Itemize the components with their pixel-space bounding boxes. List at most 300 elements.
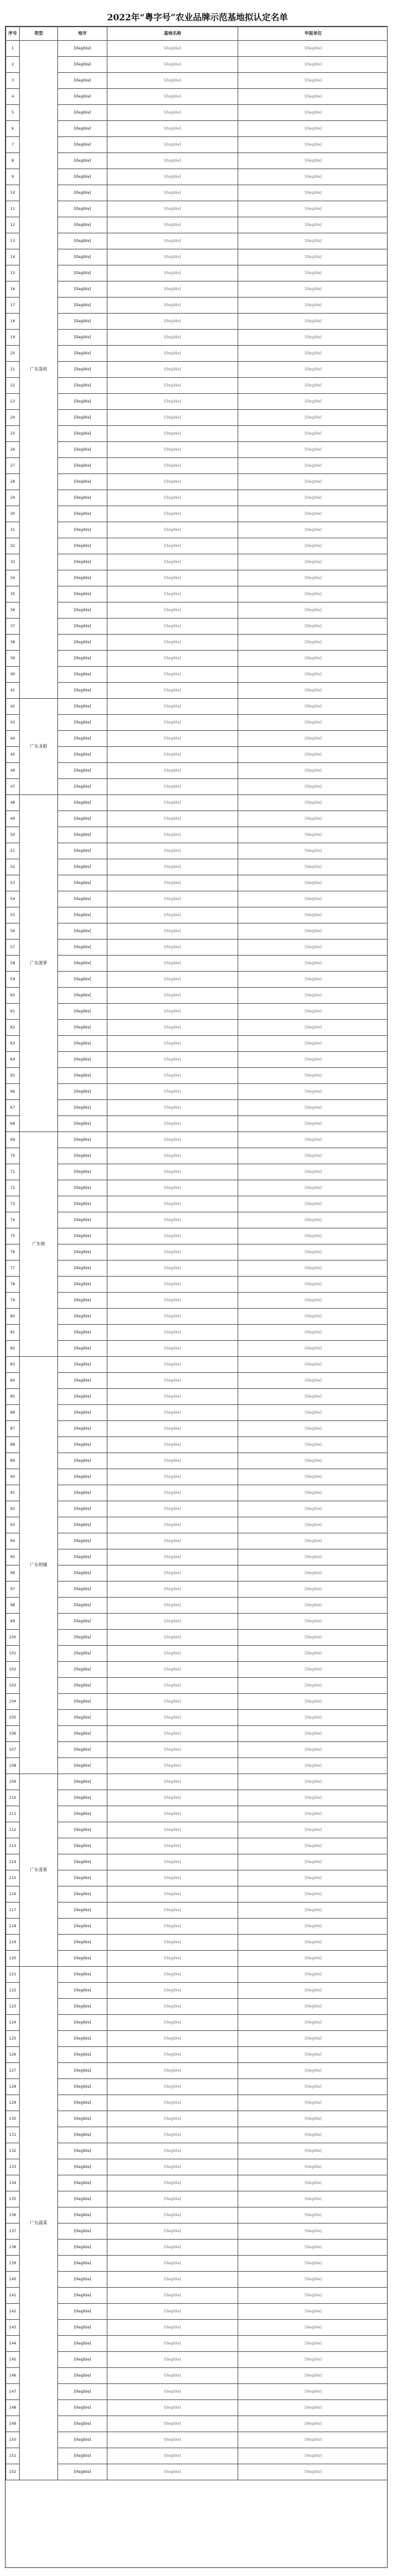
applicant-cell: [illegible] (238, 1261, 388, 1277)
base-name-cell: [illegible] (107, 2079, 238, 2095)
table-row (6, 57, 388, 73)
applicant-cell: [illegible] (238, 1421, 388, 1437)
row-index: 124 (6, 2015, 20, 2031)
base-name-cell: [illegible] (107, 1244, 238, 1261)
city-cell: [illegible] (58, 314, 107, 330)
table-row (6, 410, 388, 426)
city-cell: [illegible] (58, 1999, 107, 2015)
city-cell: [illegible] (58, 1293, 107, 1309)
applicant-cell: [illegible] (238, 1357, 388, 1373)
table-row (6, 1598, 388, 1614)
city-cell: [illegible] (58, 2448, 107, 2464)
applicant-cell: [illegible] (238, 185, 388, 201)
row-index: 21 (6, 362, 20, 378)
row-index: 127 (6, 2063, 20, 2079)
row-index: 38 (6, 635, 20, 651)
base-name-cell: [illegible] (107, 1790, 238, 1806)
city-cell: [illegible] (58, 1389, 107, 1405)
base-name-cell: [illegible] (107, 330, 238, 346)
table-row (6, 1533, 388, 1549)
applicant-cell: [illegible] (238, 891, 388, 907)
city-cell: [illegible] (58, 1533, 107, 1549)
base-name-cell: [illegible] (107, 1822, 238, 1838)
city-cell: [illegible] (58, 1036, 107, 1052)
applicant-cell: [illegible] (238, 1084, 388, 1100)
city-cell: [illegible] (58, 522, 107, 538)
city-cell: [illegible] (58, 249, 107, 265)
base-name-cell: [illegible] (107, 2304, 238, 2320)
applicant-cell: [illegible] (238, 265, 388, 281)
table-row (6, 1678, 388, 1694)
applicant-cell: [illegible] (238, 201, 388, 217)
base-name-cell: [illegible] (107, 1469, 238, 1485)
row-index: 9 (6, 169, 20, 185)
city-cell: [illegible] (58, 1261, 107, 1277)
base-name-cell: [illegible] (107, 233, 238, 249)
table-row (6, 2400, 388, 2416)
applicant-cell: [illegible] (238, 2175, 388, 2191)
applicant-cell: [illegible] (238, 233, 388, 249)
row-index: 68 (6, 1116, 20, 1132)
base-name-cell: [illegible] (107, 1726, 238, 1742)
city-cell: [illegible] (58, 811, 107, 827)
table-row (6, 1967, 388, 1983)
table-row (6, 667, 388, 683)
city-cell: [illegible] (58, 1774, 107, 1790)
applicant-cell: [illegible] (238, 956, 388, 972)
base-name-cell: [illegible] (107, 2320, 238, 2336)
applicant-cell: [illegible] (238, 1983, 388, 1999)
table-row (6, 201, 388, 217)
row-index: 111 (6, 1806, 20, 1822)
applicant-cell: [illegible] (238, 1838, 388, 1854)
table-row (6, 1164, 388, 1180)
applicant-cell: [illegible] (238, 426, 388, 442)
applicant-cell: [illegible] (238, 2047, 388, 2063)
city-cell: [illegible] (58, 1004, 107, 1020)
base-name-cell: [illegible] (107, 1630, 238, 1646)
row-index: 74 (6, 1212, 20, 1228)
applicant-cell: [illegible] (238, 458, 388, 474)
city-cell: [illegible] (58, 458, 107, 474)
applicant-cell: [illegible] (238, 281, 388, 298)
document-title: 2022年“粤字号”农业品牌示范基地拟认定名单 (107, 13, 288, 23)
row-index: 4 (6, 89, 20, 105)
applicant-cell: [illegible] (238, 169, 388, 185)
base-name-cell: [illegible] (107, 2207, 238, 2224)
base-name-cell: [illegible] (107, 1999, 238, 2015)
city-cell: [illegible] (58, 1806, 107, 1822)
row-index: 66 (6, 1084, 20, 1100)
applicant-cell: [illegible] (238, 1694, 388, 1710)
row-index: 130 (6, 2111, 20, 2127)
table-row (6, 2015, 388, 2031)
table-row (6, 2368, 388, 2384)
row-index: 110 (6, 1790, 20, 1806)
table-row (6, 1630, 388, 1646)
applicant-cell: [illegible] (238, 1453, 388, 1469)
table-row (6, 378, 388, 394)
row-index: 151 (6, 2448, 20, 2464)
city-cell: [illegible] (58, 554, 107, 570)
base-name-cell: [illegible] (107, 619, 238, 635)
applicant-cell: [illegible] (238, 2272, 388, 2288)
city-cell: [illegible] (58, 1549, 107, 1565)
row-index: 6 (6, 121, 20, 137)
city-cell: [illegible] (58, 635, 107, 651)
city-cell: [illegible] (58, 699, 107, 715)
base-name-cell: [illegible] (107, 2143, 238, 2159)
row-index: 34 (6, 570, 20, 586)
table-row (6, 1838, 388, 1854)
base-name-cell: [illegible] (107, 298, 238, 314)
applicant-cell: [illegible] (238, 1774, 388, 1790)
row-index: 32 (6, 538, 20, 554)
row-index: 118 (6, 1919, 20, 1935)
applicant-cell: [illegible] (238, 1405, 388, 1421)
applicant-cell: [illegible] (238, 2320, 388, 2336)
table-row (6, 715, 388, 731)
row-index: 106 (6, 1726, 20, 1742)
row-index: 133 (6, 2159, 20, 2175)
city-cell: [illegible] (58, 153, 107, 169)
base-name-cell: [illegible] (107, 1533, 238, 1549)
base-name-cell: [illegible] (107, 1935, 238, 1951)
row-index: 40 (6, 667, 20, 683)
base-name-cell: [illegible] (107, 281, 238, 298)
applicant-cell: [illegible] (238, 1726, 388, 1742)
row-index: 132 (6, 2143, 20, 2159)
base-name-cell: [illegible] (107, 1694, 238, 1710)
row-index: 64 (6, 1052, 20, 1068)
row-index: 99 (6, 1614, 20, 1630)
base-name-cell: [illegible] (107, 2400, 238, 2416)
row-index: 79 (6, 1293, 20, 1309)
applicant-cell: [illegible] (238, 1373, 388, 1389)
table-row (6, 2336, 388, 2352)
applicant-cell: [illegible] (238, 1180, 388, 1196)
base-name-cell: [illegible] (107, 1614, 238, 1630)
city-cell: [illegible] (58, 1565, 107, 1582)
base-name-cell: [illegible] (107, 2047, 238, 2063)
city-cell: [illegible] (58, 570, 107, 586)
row-index: 44 (6, 731, 20, 747)
applicant-cell: [illegible] (238, 1999, 388, 2015)
row-index: 141 (6, 2288, 20, 2304)
base-name-cell: [illegible] (107, 1277, 238, 1293)
base-name-cell: [illegible] (107, 956, 238, 972)
base-name-cell: [illegible] (107, 2288, 238, 2304)
table-row (6, 635, 388, 651)
table-row (6, 330, 388, 346)
category-cell: 广东香蕉 (20, 1774, 58, 1967)
row-index: 50 (6, 827, 20, 843)
applicant-cell: [illegible] (238, 1870, 388, 1886)
base-name-cell: [illegible] (107, 1212, 238, 1228)
city-cell: [illegible] (58, 763, 107, 779)
applicant-cell: [illegible] (238, 57, 388, 73)
table-row (6, 442, 388, 458)
table-row (6, 522, 388, 538)
base-name-cell: [illegible] (107, 940, 238, 956)
base-name-cell: [illegible] (107, 1758, 238, 1774)
applicant-cell: [illegible] (238, 907, 388, 923)
applicant-cell: [illegible] (238, 2336, 388, 2352)
applicant-cell: [illegible] (238, 1582, 388, 1598)
base-name-cell: [illegible] (107, 458, 238, 474)
table-row (6, 1293, 388, 1309)
applicant-cell: [illegible] (238, 1485, 388, 1501)
applicant-cell: [illegible] (238, 1790, 388, 1806)
row-index: 85 (6, 1389, 20, 1405)
applicant-cell: [illegible] (238, 2159, 388, 2175)
applicant-cell: [illegible] (238, 795, 388, 811)
city-cell: [illegible] (58, 1068, 107, 1084)
applicant-cell: [illegible] (238, 2063, 388, 2079)
applicant-cell: [illegible] (238, 843, 388, 859)
base-name-cell: [illegible] (107, 1325, 238, 1341)
applicant-cell: [illegible] (238, 105, 388, 121)
row-index: 112 (6, 1822, 20, 1838)
base-name-cell: [illegible] (107, 1854, 238, 1870)
table-row (6, 458, 388, 474)
applicant-cell: [illegible] (238, 1116, 388, 1132)
category-cell: 广东菠萝 (20, 795, 58, 1132)
city-cell: [illegible] (58, 2063, 107, 2079)
city-cell: [illegible] (58, 1983, 107, 1999)
base-name-cell: [illegible] (107, 442, 238, 458)
city-cell: [illegible] (58, 779, 107, 795)
table-row (6, 1854, 388, 1870)
base-name-cell: [illegible] (107, 715, 238, 731)
row-index: 45 (6, 747, 20, 763)
base-name-cell: [illegible] (107, 1485, 238, 1501)
table-row (6, 988, 388, 1004)
table-row (6, 1020, 388, 1036)
applicant-cell: [illegible] (238, 1614, 388, 1630)
category-cell: 广东蔬菜 (20, 1967, 58, 2480)
table-row (6, 2320, 388, 2336)
applicant-cell: [illegible] (238, 570, 388, 586)
base-name-cell: [illegible] (107, 1228, 238, 1244)
base-name-cell: [illegible] (107, 153, 238, 169)
base-name-cell: [illegible] (107, 586, 238, 602)
category-cell: 广东荔枝 (20, 41, 58, 699)
city-cell: [illegible] (58, 1790, 107, 1806)
row-index: 119 (6, 1935, 20, 1951)
base-name-cell: [illegible] (107, 1084, 238, 1100)
applicant-cell: [illegible] (238, 1004, 388, 1020)
base-name-cell: [illegible] (107, 843, 238, 859)
row-index: 59 (6, 972, 20, 988)
city-cell: [illegible] (58, 1854, 107, 1870)
applicant-cell: [illegible] (238, 137, 388, 153)
city-cell: [illegible] (58, 827, 107, 843)
table-row (6, 1212, 388, 1228)
row-index: 143 (6, 2320, 20, 2336)
row-index: 36 (6, 602, 20, 619)
city-cell: [illegible] (58, 1421, 107, 1437)
city-cell: [illegible] (58, 298, 107, 314)
table-row (6, 233, 388, 249)
row-index: 94 (6, 1533, 20, 1549)
table-row (6, 1517, 388, 1533)
row-index: 2 (6, 57, 20, 73)
base-name-cell: [illegible] (107, 1517, 238, 1533)
base-name-cell: [illegible] (107, 1806, 238, 1822)
row-index: 48 (6, 795, 20, 811)
city-cell: [illegible] (58, 875, 107, 891)
table-row (6, 1180, 388, 1196)
base-name-cell: [illegible] (107, 875, 238, 891)
base-name-cell: [illegible] (107, 2272, 238, 2288)
row-index: 61 (6, 1004, 20, 1020)
row-index: 5 (6, 105, 20, 121)
row-index: 108 (6, 1758, 20, 1774)
table-row (6, 281, 388, 298)
applicant-cell: [illegible] (238, 2288, 388, 2304)
applicant-cell: [illegible] (238, 715, 388, 731)
city-cell: [illegible] (58, 474, 107, 490)
row-index: 139 (6, 2256, 20, 2272)
row-index: 37 (6, 619, 20, 635)
base-name-cell: [illegible] (107, 779, 238, 795)
table-row (6, 1261, 388, 1277)
base-name-cell: [illegible] (107, 1341, 238, 1357)
table-row (6, 570, 388, 586)
city-cell: [illegible] (58, 956, 107, 972)
table-row (6, 875, 388, 891)
city-cell: [illegible] (58, 2416, 107, 2432)
city-cell: [illegible] (58, 1357, 107, 1373)
city-cell: [illegible] (58, 2143, 107, 2159)
city-cell: [illegible] (58, 1886, 107, 1903)
city-cell: [illegible] (58, 1614, 107, 1630)
base-name-cell: [illegible] (107, 891, 238, 907)
city-cell: [illegible] (58, 1277, 107, 1293)
applicant-cell: [illegible] (238, 89, 388, 105)
row-index: 62 (6, 1020, 20, 1036)
applicant-cell: [illegible] (238, 763, 388, 779)
city-cell: [illegible] (58, 41, 107, 57)
city-cell: [illegible] (58, 506, 107, 522)
row-index: 17 (6, 298, 20, 314)
city-cell: [illegible] (58, 281, 107, 298)
base-name-cell: [illegible] (107, 1919, 238, 1935)
row-index: 82 (6, 1341, 20, 1357)
base-name-cell: [illegible] (107, 426, 238, 442)
row-index: 1 (6, 41, 20, 57)
row-index: 102 (6, 1662, 20, 1678)
row-index: 105 (6, 1710, 20, 1726)
applicant-cell: [illegible] (238, 1549, 388, 1565)
table-row (6, 490, 388, 506)
base-name-cell: [illegible] (107, 2127, 238, 2143)
city-cell: [illegible] (58, 1132, 107, 1148)
row-index: 54 (6, 891, 20, 907)
table-row (6, 923, 388, 940)
row-index: 115 (6, 1870, 20, 1886)
city-cell: [illegible] (58, 490, 107, 506)
row-index: 26 (6, 442, 20, 458)
city-cell: [illegible] (58, 362, 107, 378)
table-row (6, 1405, 388, 1421)
table-row (6, 2111, 388, 2127)
table-row (6, 394, 388, 410)
row-index: 65 (6, 1068, 20, 1084)
city-cell: [illegible] (58, 1903, 107, 1919)
city-cell: [illegible] (58, 1870, 107, 1886)
applicant-cell: [illegible] (238, 394, 388, 410)
table-row (6, 619, 388, 635)
row-index: 71 (6, 1164, 20, 1180)
row-index: 104 (6, 1694, 20, 1710)
applicant-cell: [illegible] (238, 651, 388, 667)
table-row (6, 827, 388, 843)
city-cell: [illegible] (58, 2111, 107, 2127)
row-index: 67 (6, 1100, 20, 1116)
table-row (6, 1806, 388, 1822)
city-cell: [illegible] (58, 602, 107, 619)
city-cell: [illegible] (58, 1758, 107, 1774)
city-cell: [illegible] (58, 1694, 107, 1710)
city-cell: [illegible] (58, 1919, 107, 1935)
city-cell: [illegible] (58, 2240, 107, 2256)
table-row (6, 763, 388, 779)
table-row (6, 2352, 388, 2368)
table-row (6, 538, 388, 554)
base-name-cell: [illegible] (107, 1052, 238, 1068)
applicant-cell: [illegible] (238, 2143, 388, 2159)
table-row (6, 298, 388, 314)
base-name-cell: [illegible] (107, 249, 238, 265)
city-cell: [illegible] (58, 2207, 107, 2224)
table-row (6, 1036, 388, 1052)
base-name-cell: [illegible] (107, 522, 238, 538)
table-row (6, 506, 388, 522)
base-name-cell: [illegible] (107, 1004, 238, 1020)
row-index: 117 (6, 1903, 20, 1919)
table-row (6, 1389, 388, 1405)
row-index: 142 (6, 2304, 20, 2320)
table-row (6, 1758, 388, 1774)
row-index: 86 (6, 1405, 20, 1421)
row-index: 78 (6, 1277, 20, 1293)
applicant-cell: [illegible] (238, 1967, 388, 1983)
base-name-cell: [illegible] (107, 2384, 238, 2400)
applicant-cell: [illegible] (238, 1662, 388, 1678)
applicant-cell: [illegible] (238, 490, 388, 506)
table-row (6, 956, 388, 972)
table-row (6, 1870, 388, 1886)
table-row (6, 1694, 388, 1710)
table-row (6, 1774, 388, 1790)
applicant-cell: [illegible] (238, 602, 388, 619)
city-cell: [illegible] (58, 378, 107, 394)
base-name-cell: [illegible] (107, 1501, 238, 1517)
base-name-cell: [illegible] (107, 1309, 238, 1325)
row-index: 7 (6, 137, 20, 153)
city-cell: [illegible] (58, 1951, 107, 1967)
table-row (6, 907, 388, 923)
base-name-cell: [illegible] (107, 265, 238, 281)
applicant-cell: [illegible] (238, 2256, 388, 2272)
table-row (6, 2272, 388, 2288)
table-row (6, 1357, 388, 1373)
base-name-cell: [illegible] (107, 1180, 238, 1196)
applicant-cell: [illegible] (238, 153, 388, 169)
applicant-cell: [illegible] (238, 940, 388, 956)
